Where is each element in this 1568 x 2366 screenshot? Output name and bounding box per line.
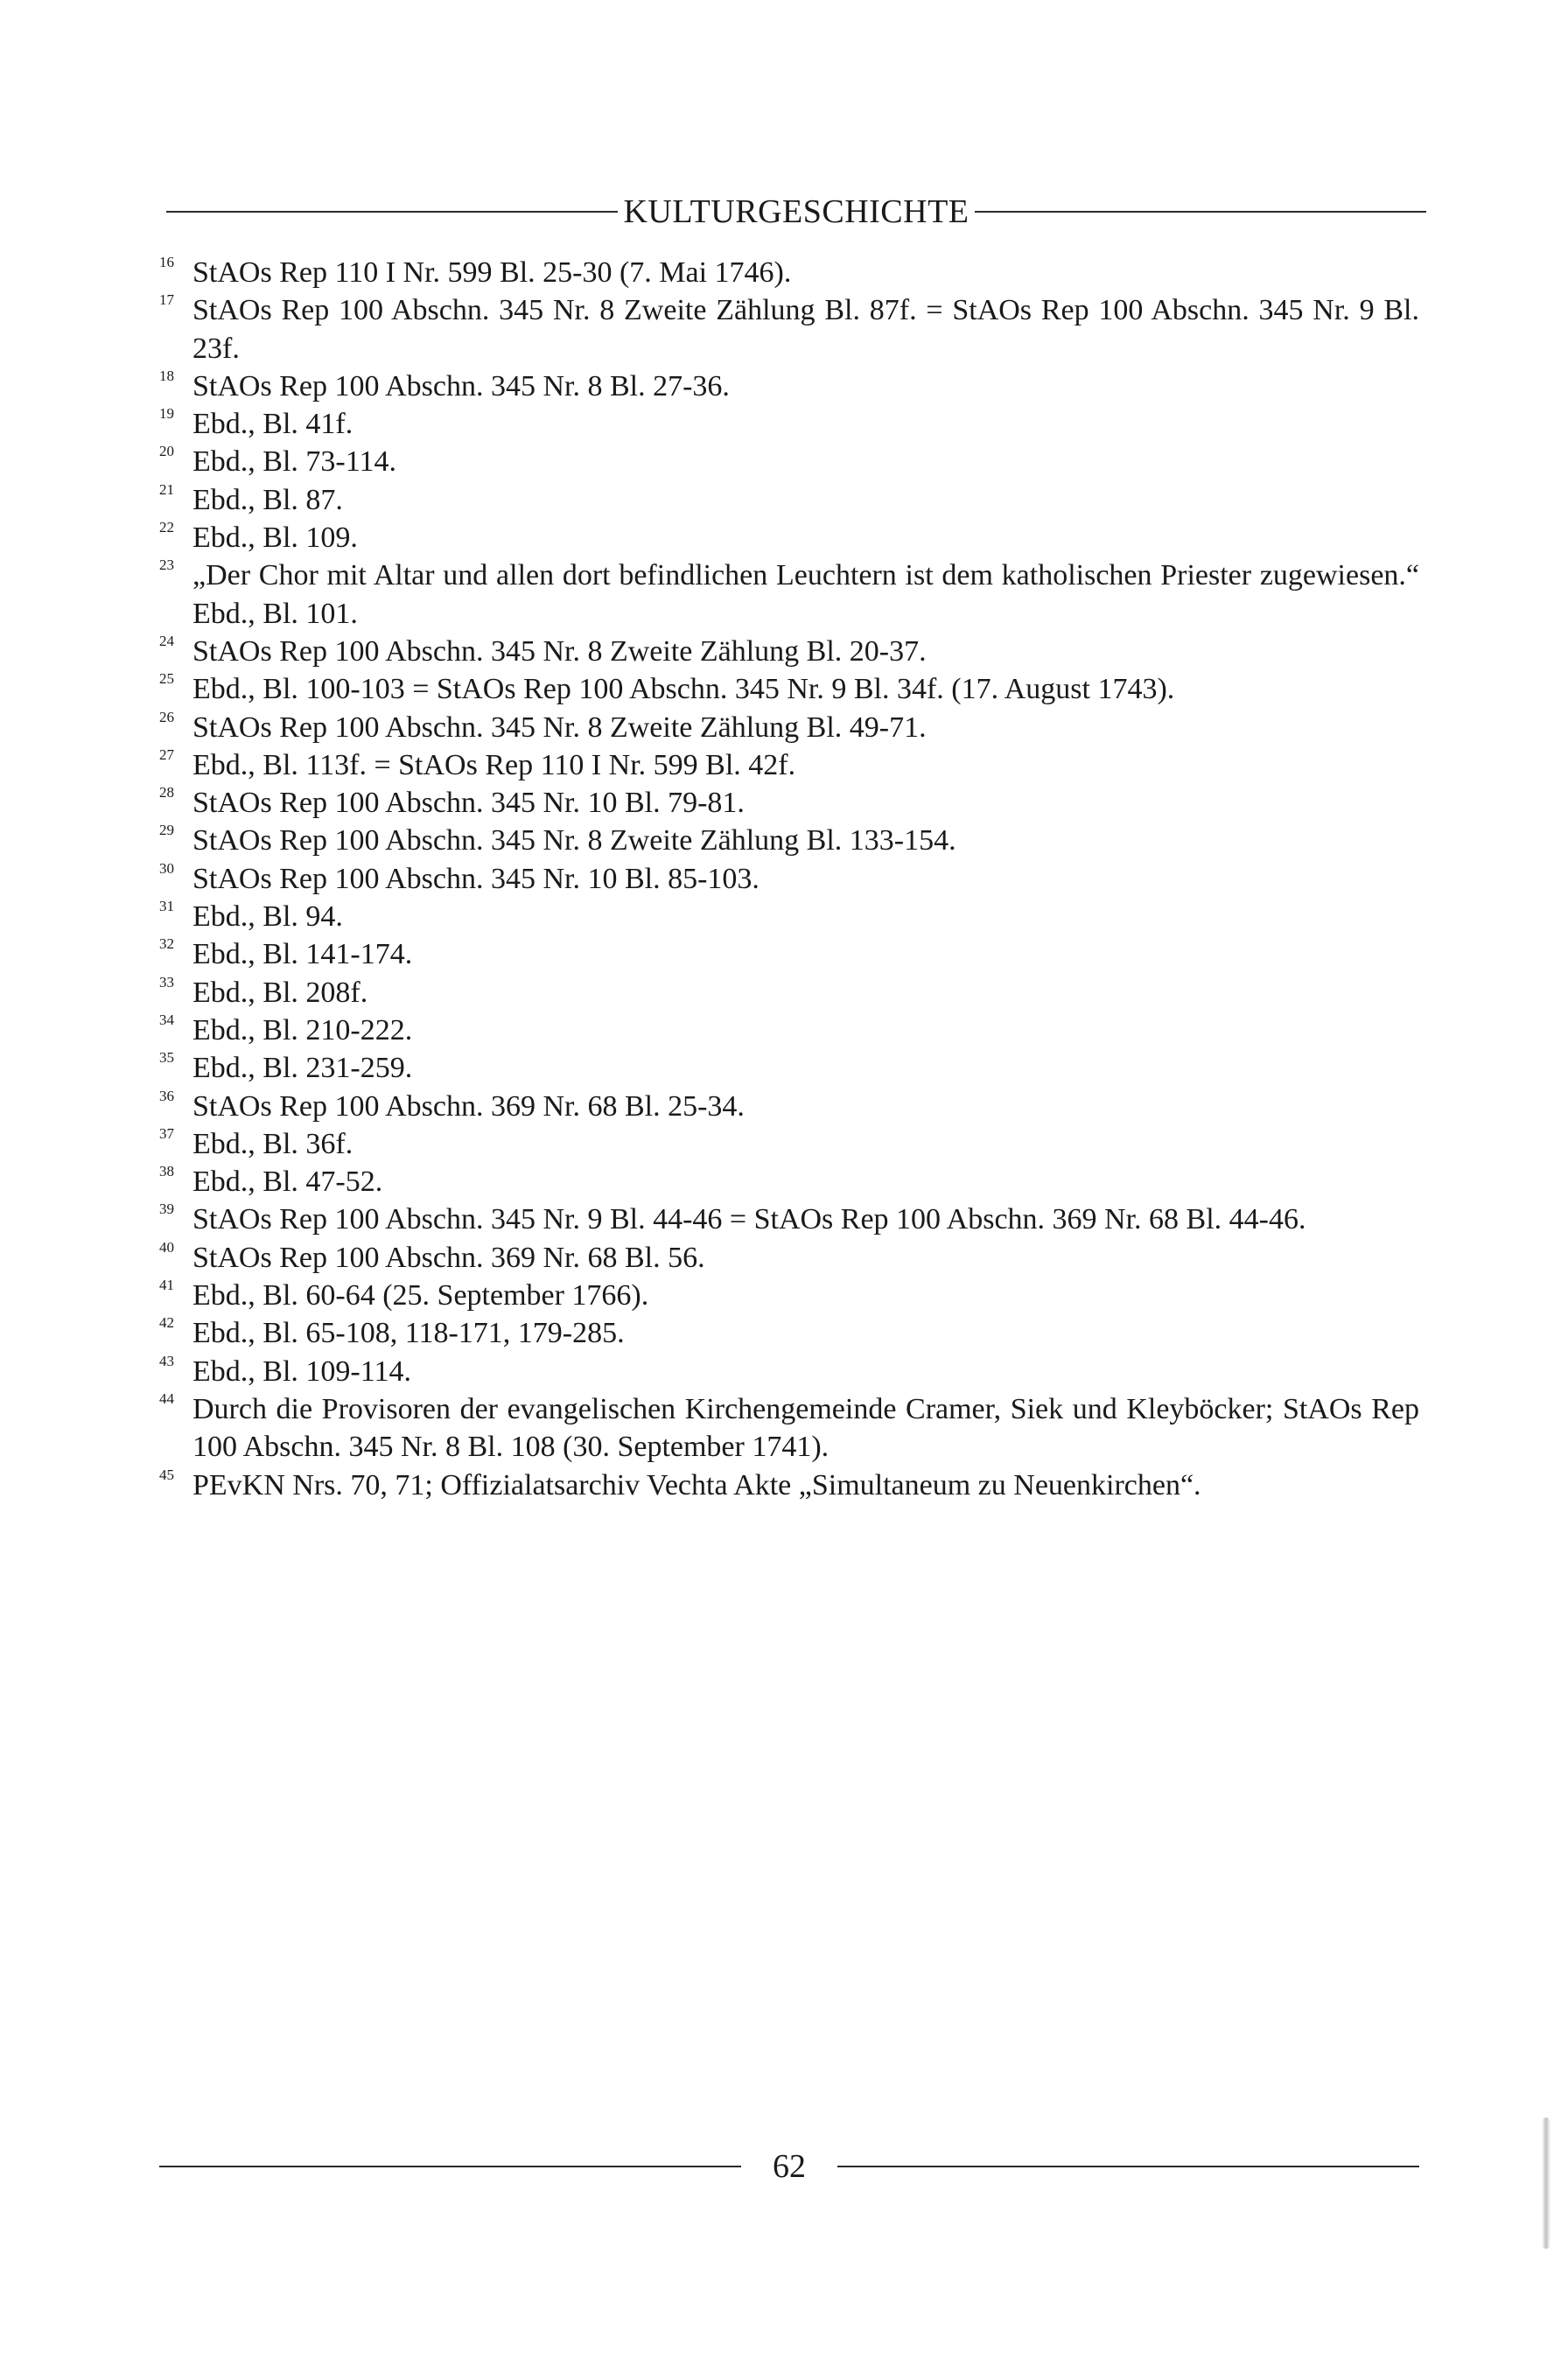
footnote-number: 41	[159, 1277, 174, 1294]
footnote-number: 17	[159, 291, 174, 309]
running-head	[166, 186, 1426, 238]
footnote-number: 24	[159, 632, 174, 649]
footnote-item	[159, 405, 1419, 443]
footnote-item	[159, 1049, 1419, 1087]
footnote-text: Ebd., Bl. 36f.	[192, 1127, 354, 1160]
footnote-item	[159, 670, 1419, 708]
footnote-number: 45	[159, 1466, 174, 1483]
footnote-text: StAOs Rep 100 Abschn. 345 Nr. 8 Zweite Zählung Bl. 20-37.	[192, 634, 927, 668]
footnote-number: 39	[159, 1200, 174, 1218]
footnote-item	[159, 1163, 1419, 1200]
footnote-text: StAOs Rep 110 I Nr. 599 Bl. 25-30 (7. Mai 1746).	[192, 256, 792, 289]
footnote-list	[159, 254, 1419, 1504]
footnote-number: 37	[159, 1124, 174, 1142]
footnote-text: StAOs Rep 100 Abschn. 345 Nr. 9 Bl. 44-46 = StAOs Rep 100 Abschn. 369 Nr. 68 Bl. 44-46.	[192, 1203, 1306, 1236]
footnote-number: 32	[159, 935, 174, 953]
footnote-text: Ebd., Bl. 87.	[192, 483, 343, 516]
footnote-item	[159, 1125, 1419, 1163]
footnote-number: 27	[159, 746, 174, 763]
footnote-number: 18	[159, 367, 174, 384]
running-head-rule-left	[166, 211, 618, 213]
footnote-item	[159, 1390, 1419, 1466]
footnote-text: StAOs Rep 100 Abschn. 369 Nr. 68 Bl. 25-34.	[192, 1089, 745, 1123]
footnote-text: Ebd., Bl. 208f.	[192, 976, 368, 1009]
footnote-text: StAOs Rep 100 Abschn. 345 Nr. 10 Bl. 79-81.	[192, 787, 745, 820]
footnote-text: Ebd., Bl. 109.	[192, 522, 358, 555]
footnote-text: Ebd., Bl. 231-259.	[192, 1052, 413, 1085]
footnote-number: 34	[159, 1011, 174, 1028]
footnote-number: 26	[159, 708, 174, 725]
footnote-text: StAOs Rep 100 Abschn. 345 Nr. 8 Zweite Zählung Bl. 87f. = StAOs Rep 100 Abschn. 345 Nr. 9 Bl. 23f.	[192, 294, 1419, 365]
footnote-item	[159, 633, 1419, 670]
footnote-text: Ebd., Bl. 41f.	[192, 408, 354, 441]
footnote-number: 43	[159, 1352, 174, 1369]
footnote-item	[159, 481, 1419, 519]
footnote-number: 20	[159, 443, 174, 460]
footnote-item	[159, 974, 1419, 1012]
footnote-item	[159, 935, 1419, 973]
footnote-item	[159, 709, 1419, 746]
footnote-number: 19	[159, 405, 174, 423]
footnote-number: 23	[159, 556, 174, 574]
footnote-item	[159, 1088, 1419, 1125]
footnote-item	[159, 898, 1419, 935]
footnote-text: Ebd., Bl. 109-114.	[192, 1354, 411, 1388]
footnote-number: 36	[159, 1087, 174, 1104]
footnote-number: 44	[159, 1390, 174, 1407]
footnote-text: Ebd., Bl. 73-114.	[192, 445, 396, 479]
footnote-item	[159, 556, 1419, 633]
footnote-text: Ebd., Bl. 141-174.	[192, 938, 413, 971]
page-footer	[159, 2142, 1419, 2191]
footnote-number: 16	[159, 254, 174, 270]
footnote-number: 22	[159, 519, 174, 536]
footnote-item	[159, 1466, 1419, 1504]
footnote-item	[159, 1012, 1419, 1049]
footnote-number: 25	[159, 670, 174, 688]
footnote-item	[159, 443, 1419, 480]
footnote-item	[159, 254, 1419, 291]
footnote-text: StAOs Rep 100 Abschn. 345 Nr. 8 Zweite Zählung Bl. 133-154.	[192, 824, 956, 858]
footnote-text: Ebd., Bl. 100-103 = StAOs Rep 100 Abschn. 345 Nr. 9 Bl. 34f. (17. August 1743).	[192, 673, 1175, 706]
footnote-number: 21	[159, 480, 174, 498]
footnote-number: 38	[159, 1163, 174, 1180]
footnote-text: Ebd., Bl. 60-64 (25. September 1766).	[192, 1279, 649, 1312]
footnote-item	[159, 784, 1419, 822]
footnote-item	[159, 822, 1419, 859]
footnote-item	[159, 368, 1419, 405]
footnote-number: 33	[159, 973, 174, 990]
footnote-number: 29	[159, 822, 174, 839]
footer-rule-right	[837, 2166, 1419, 2167]
footnote-item	[159, 1200, 1419, 1238]
footnote-item	[159, 519, 1419, 556]
scan-edge-shadow	[1542, 2118, 1550, 2249]
footnote-text: Ebd., Bl. 47-52.	[192, 1166, 383, 1199]
footnote-item	[159, 746, 1419, 784]
footnote-number: 42	[159, 1314, 174, 1332]
footnote-text: Ebd., Bl. 113f. = StAOs Rep 110 I Nr. 599 Bl. 42f.	[192, 748, 796, 781]
page-number: 62	[773, 2148, 806, 2185]
footnote-item	[159, 291, 1419, 368]
footnote-number: 31	[159, 898, 174, 915]
footnote-item	[159, 1314, 1419, 1352]
footnote-item	[159, 1353, 1419, 1390]
footer-rule-left	[159, 2166, 741, 2167]
footnote-number: 28	[159, 784, 174, 802]
footnote-number: 30	[159, 859, 174, 877]
footnote-item	[159, 1239, 1419, 1277]
running-head-rule-right	[975, 211, 1426, 213]
footnote-text: PEvKN Nrs. 70, 71; Offizialatsarchiv Vechta Akte „Simultaneum zu Neuenkirchen“.	[192, 1468, 1201, 1502]
footnote-text: StAOs Rep 100 Abschn. 345 Nr. 10 Bl. 85-103.	[192, 862, 760, 895]
running-head-title: KULTURGESCHICHTE	[623, 193, 970, 230]
footnote-text: StAOs Rep 100 Abschn. 345 Nr. 8 Bl. 27-36.	[192, 369, 730, 402]
footnote-item	[159, 1277, 1419, 1314]
footnote-text: „Der Chor mit Altar und allen dort befindlichen Leuchtern ist dem katholischen Priester zugewiesen.“ Ebd., Bl. 101.	[192, 559, 1419, 630]
footnote-item	[159, 860, 1419, 898]
footnote-text: StAOs Rep 100 Abschn. 345 Nr. 8 Zweite Zählung Bl. 49-71.	[192, 710, 927, 744]
footnote-text: Ebd., Bl. 210-222.	[192, 1013, 413, 1046]
footnote-text: StAOs Rep 100 Abschn. 369 Nr. 68 Bl. 56.	[192, 1241, 705, 1274]
footnote-text: Ebd., Bl. 94.	[192, 900, 343, 934]
footnote-number: 40	[159, 1238, 174, 1256]
footnote-text: Durch die Provisoren der evangelischen Kirchengemeinde Cramer, Siek und Kleyböcker; StAOs Rep 100 Abschn. 345 Nr. 8 Bl. 108 (30. September 1741).	[192, 1392, 1419, 1464]
footnote-number: 35	[159, 1049, 174, 1067]
footnote-text: Ebd., Bl. 65-108, 118-171, 179-285.	[192, 1317, 625, 1350]
